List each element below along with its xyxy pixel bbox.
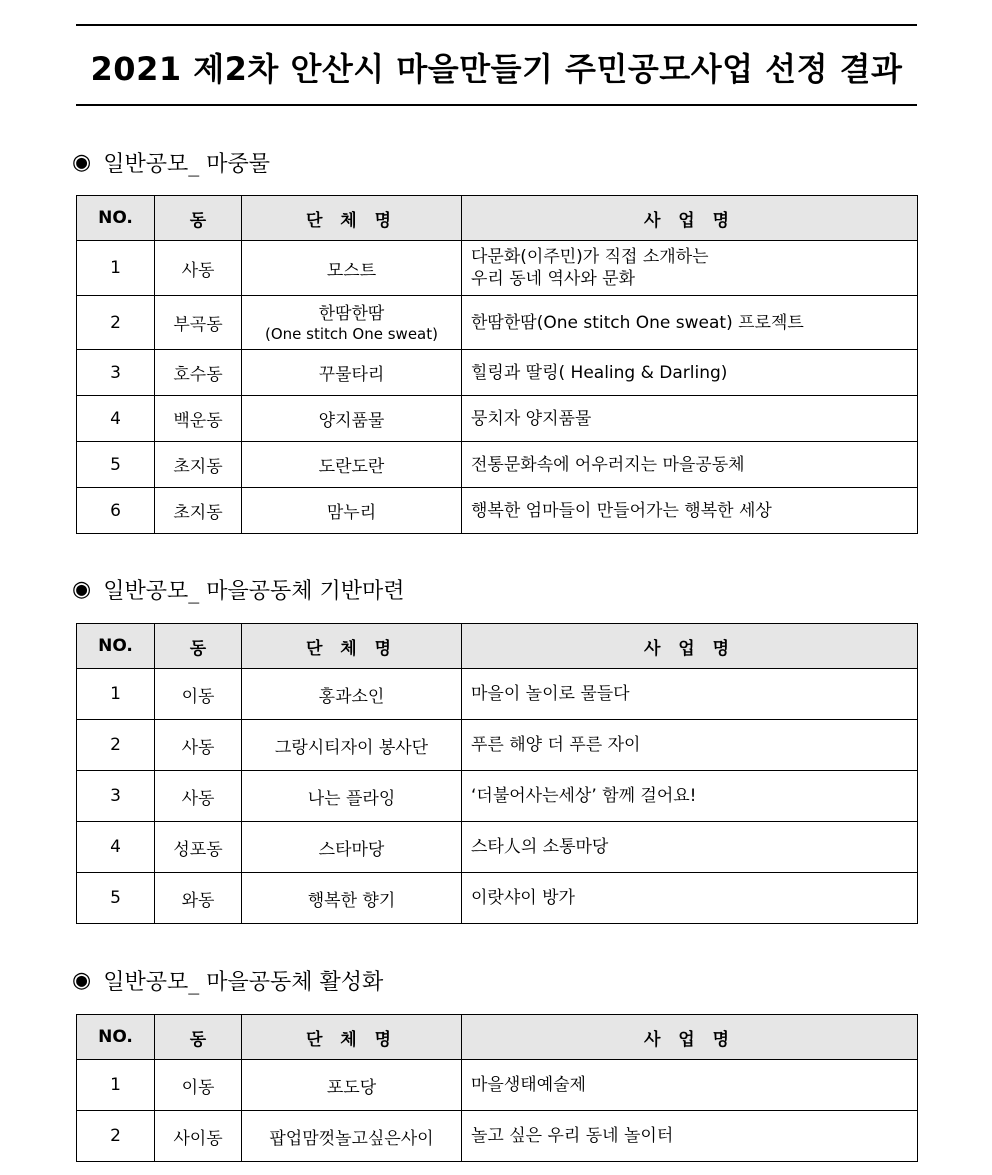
cell-no: 1 <box>77 241 155 296</box>
cell-project: 마을생태예술제 <box>462 1060 918 1111</box>
cell-dong: 부곡동 <box>155 296 242 350</box>
cell-dong: 이동 <box>155 1060 242 1111</box>
table-row <box>77 396 918 442</box>
cell-project: 마을이 놀이로 물들다 <box>462 669 918 720</box>
header-team: 단 체 명 <box>242 1015 462 1060</box>
table-header-row <box>77 624 918 669</box>
table-header-row <box>77 1015 918 1060</box>
cell-team: 도란도란 <box>242 442 462 488</box>
table-row <box>77 442 918 488</box>
header-project: 사 업 명 <box>462 196 918 241</box>
header-team: 단 체 명 <box>242 624 462 669</box>
cell-no: 5 <box>77 873 155 924</box>
cell-team: 양지품물 <box>242 396 462 442</box>
cell-dong: 호수동 <box>155 350 242 396</box>
table-row <box>77 1111 918 1162</box>
cell-team: 행복한 향기 <box>242 873 462 924</box>
table-row <box>77 771 918 822</box>
cell-project: 행복한 엄마들이 만들어가는 행복한 세상 <box>462 488 918 534</box>
section-heading-1 <box>72 146 270 178</box>
cell-no: 4 <box>77 396 155 442</box>
section-title: 일반공모_ 마을공동체 기반마련 <box>103 578 405 604</box>
cell-dong: 초지동 <box>155 488 242 534</box>
cell-dong: 초지동 <box>155 442 242 488</box>
section-heading-3 <box>72 964 383 996</box>
cell-no: 2 <box>77 296 155 350</box>
header-dong: 동 <box>155 1015 242 1060</box>
bullet-icon: ◉ <box>72 576 92 602</box>
header-project: 사 업 명 <box>462 624 918 669</box>
cell-no: 2 <box>77 720 155 771</box>
section-title: 일반공모_ 마을공동체 활성화 <box>103 969 384 995</box>
cell-team: 포도당 <box>242 1060 462 1111</box>
table-row <box>77 350 918 396</box>
cell-project: 이랏샤이 방가 <box>462 873 918 924</box>
table-row <box>77 873 918 924</box>
title-top-rule <box>76 24 917 26</box>
page-title: 2021 제2차 안산시 마을만들기 주민공모사업 선정 결과 <box>90 50 903 88</box>
table-header-row <box>77 196 918 241</box>
cell-project: 놀고 싶은 우리 동네 놀이터 <box>462 1111 918 1162</box>
team-name-english: (One stitch One sweat) <box>265 324 438 343</box>
table-row <box>77 296 918 350</box>
cell-team: 맘누리 <box>242 488 462 534</box>
cell-no: 1 <box>77 669 155 720</box>
header-project: 사 업 명 <box>462 1015 918 1060</box>
cell-team: 꾸물타리 <box>242 350 462 396</box>
table-majungmul <box>76 195 918 534</box>
table-row <box>77 720 918 771</box>
header-dong: 동 <box>155 196 242 241</box>
table-row <box>77 1060 918 1111</box>
cell-project: 힐링과 딸링( Healing & Darling) <box>462 350 918 396</box>
table-row <box>77 669 918 720</box>
cell-no: 3 <box>77 771 155 822</box>
cell-project: 푸른 해양 더 푸른 자이 <box>462 720 918 771</box>
cell-dong: 사동 <box>155 241 242 296</box>
cell-team: 홍과소인 <box>242 669 462 720</box>
table-foundation <box>76 623 918 924</box>
cell-no: 5 <box>77 442 155 488</box>
bullet-icon: ◉ <box>72 149 92 175</box>
cell-team: 모스트 <box>242 241 462 296</box>
cell-team <box>242 296 462 350</box>
cell-no: 3 <box>77 350 155 396</box>
cell-project: 전통문화속에 어우러지는 마을공동체 <box>462 442 918 488</box>
cell-team: 스타마당 <box>242 822 462 873</box>
header-no: NO. <box>77 1015 155 1060</box>
cell-project: 뭉치자 양지품물 <box>462 396 918 442</box>
cell-project: 한땀한땀(One stitch One sweat) 프로젝트 <box>462 296 918 350</box>
table-activation <box>76 1014 918 1162</box>
cell-no: 1 <box>77 1060 155 1111</box>
cell-team: 그랑시티자이 봉사단 <box>242 720 462 771</box>
header-team: 단 체 명 <box>242 196 462 241</box>
cell-dong: 이동 <box>155 669 242 720</box>
cell-project <box>462 241 918 296</box>
cell-no: 6 <box>77 488 155 534</box>
header-no: NO. <box>77 196 155 241</box>
cell-team: 나는 플라잉 <box>242 771 462 822</box>
table-row <box>77 241 918 296</box>
cell-dong: 백운동 <box>155 396 242 442</box>
section-heading-2 <box>72 573 404 605</box>
table-row <box>77 822 918 873</box>
cell-project: ‘더불어사는세상’ 함께 걸어요! <box>462 771 918 822</box>
cell-no: 2 <box>77 1111 155 1162</box>
project-line-2: 우리 동네 역사와 문화 <box>471 269 636 289</box>
cell-dong: 사이동 <box>155 1111 242 1162</box>
bullet-icon: ◉ <box>72 967 92 993</box>
cell-dong: 성포동 <box>155 822 242 873</box>
cell-team: 팝업맘껏놀고싶은사이 <box>242 1111 462 1162</box>
cell-dong: 사동 <box>155 771 242 822</box>
header-no: NO. <box>77 624 155 669</box>
project-line-1: 다문화(이주민)가 직접 소개하는 <box>471 247 709 267</box>
section-title: 일반공모_ 마중물 <box>103 151 270 177</box>
table-row <box>77 488 918 534</box>
header-dong: 동 <box>155 624 242 669</box>
title-bottom-rule <box>76 104 917 106</box>
cell-dong: 와동 <box>155 873 242 924</box>
cell-project: 스타人의 소통마당 <box>462 822 918 873</box>
cell-dong: 사동 <box>155 720 242 771</box>
cell-no: 4 <box>77 822 155 873</box>
team-name: 한땀한땀 <box>318 303 385 324</box>
